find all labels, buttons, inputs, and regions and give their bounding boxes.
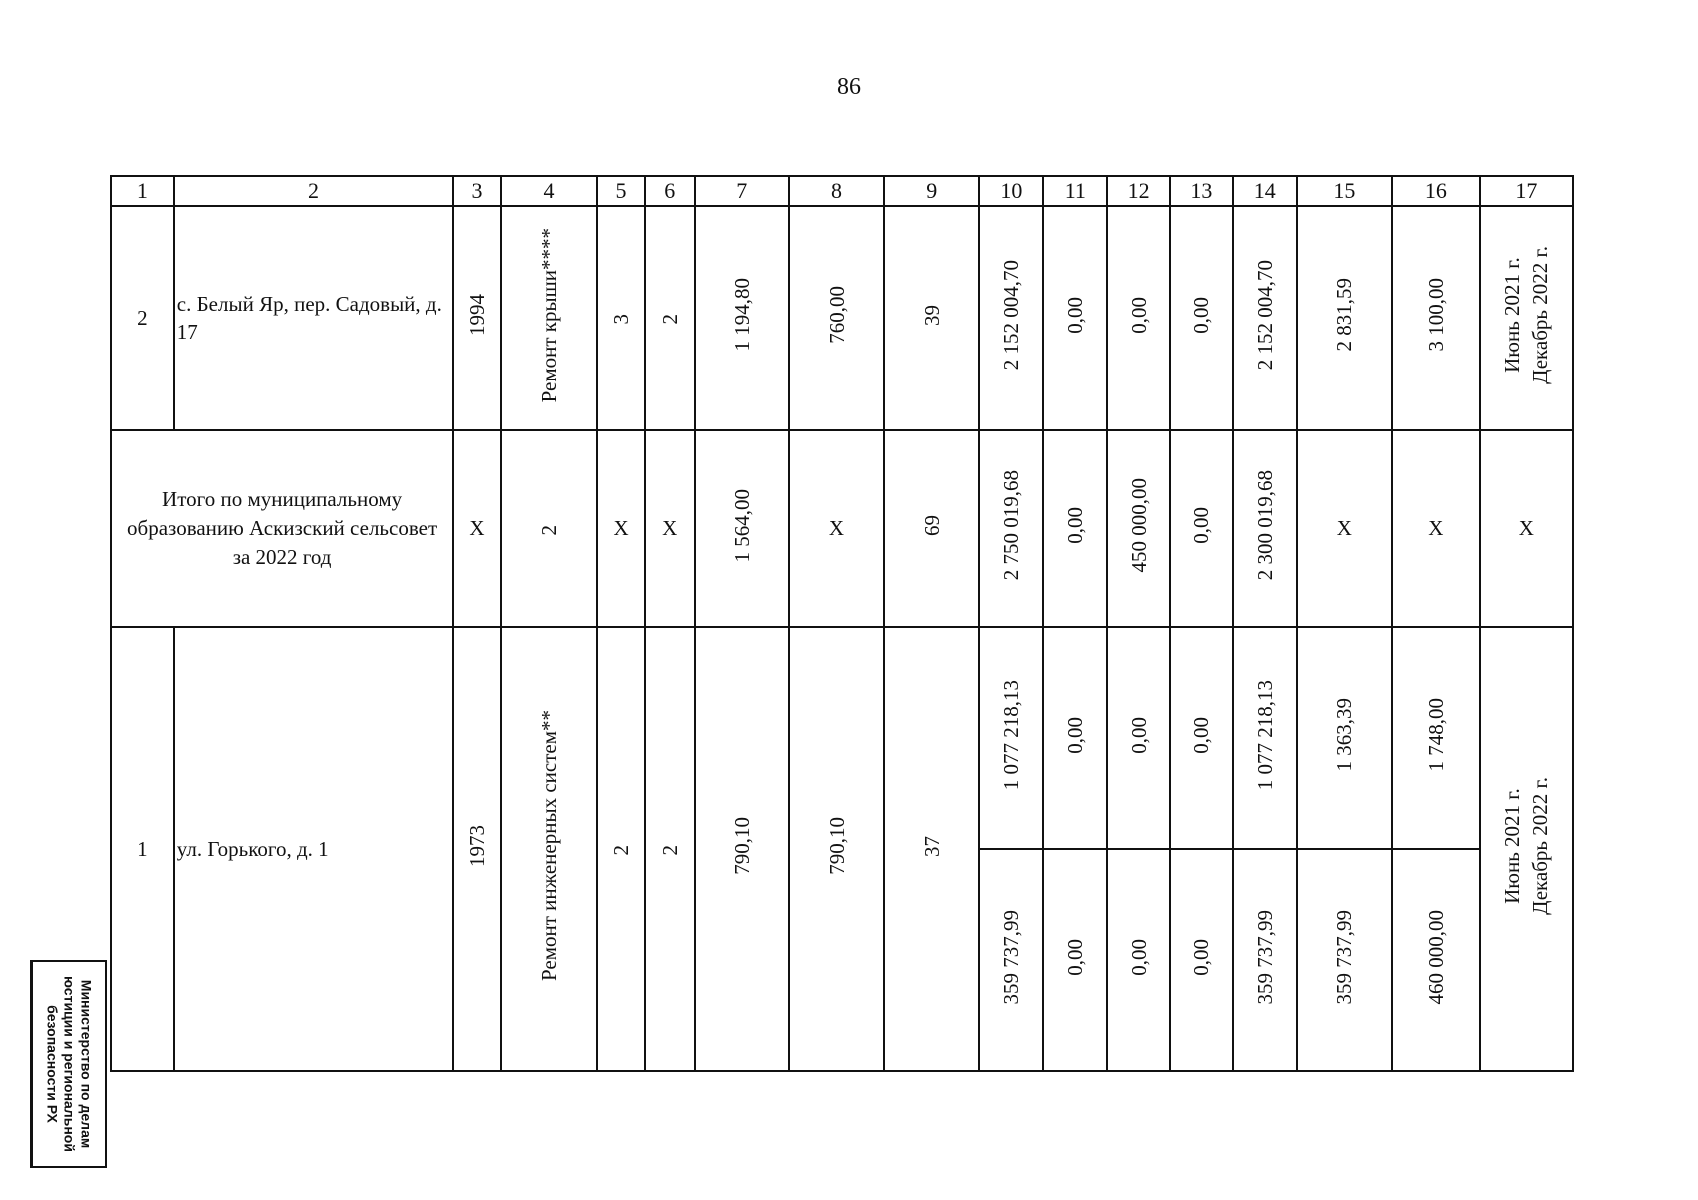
value-12: 0,00: [1126, 938, 1151, 976]
value-13: 0,00: [1189, 507, 1214, 544]
row-number: 1: [111, 627, 174, 1071]
cell-14: [1233, 430, 1297, 627]
period-value: Июнь 2021 г. Декабрь 2022 г.: [1500, 777, 1553, 915]
cell-14: [1233, 206, 1297, 430]
cell-12: [1107, 627, 1170, 849]
address-cell: с. Белый Яр, пер. Садовый, д. 17: [174, 206, 453, 430]
col-header: 1: [111, 176, 174, 206]
ministry-stamp: [30, 960, 107, 1168]
address-cell: ул. Горького, д. 1: [174, 627, 453, 1071]
cell-11: [1043, 627, 1107, 849]
col-header: 10: [979, 176, 1043, 206]
total-row: [111, 430, 1573, 627]
work-type-value: Ремонт инженерных систем**: [537, 710, 562, 982]
col-header: 5: [597, 176, 645, 206]
cell-8: Х: [789, 430, 884, 627]
year-cell: [453, 627, 501, 1071]
cell-6: [645, 627, 695, 1071]
value-14: 1 077 218,13: [1252, 679, 1277, 791]
value-8: 760,00: [824, 286, 849, 344]
value-12: 0,00: [1126, 296, 1151, 334]
cell-7: [695, 430, 789, 627]
value-7: 790,10: [729, 817, 754, 875]
col-header: 13: [1170, 176, 1233, 206]
col-header: 17: [1480, 176, 1573, 206]
value-11: 0,00: [1063, 716, 1088, 754]
value-11: 0,00: [1063, 296, 1088, 334]
work-type-cell: [501, 627, 597, 1071]
year-value: 1973: [465, 825, 489, 867]
stamp-text: Министерство по делам юстиции и региональной безопасности РХ: [44, 976, 95, 1152]
value-14: 2 152 004,70: [1252, 259, 1277, 371]
value-13: 0,00: [1189, 716, 1214, 754]
cell-14: [1233, 627, 1297, 849]
cell-11: [1043, 206, 1107, 430]
value-5: 3: [609, 314, 634, 325]
value-14: 359 737,99: [1252, 909, 1277, 1005]
value-15: 1 363,39: [1332, 698, 1357, 772]
cell-15: [1297, 849, 1392, 1071]
value-7: 1 564,00: [729, 488, 754, 563]
row-number: 2: [111, 206, 174, 430]
col-header: 9: [884, 176, 979, 206]
value-10: 359 737,99: [999, 909, 1024, 1005]
cell-10: [979, 627, 1043, 849]
cell-7: [695, 206, 789, 430]
value-15: 2 831,59: [1332, 278, 1357, 352]
cell-15: [1297, 206, 1392, 430]
value-12: 450 000,00: [1126, 478, 1151, 573]
cell-8: [789, 206, 884, 430]
cell-10: [979, 206, 1043, 430]
column-number-row: [111, 176, 1573, 206]
period-value: Июнь 2021 г. Декабрь 2022 г.: [1500, 246, 1553, 384]
value-14: 2 300 019,68: [1252, 470, 1277, 581]
repair-program-table: [110, 175, 1574, 1072]
col-header: 6: [645, 176, 695, 206]
col-header: 7: [695, 176, 789, 206]
period-cell: [1480, 206, 1573, 430]
value-10: 1 077 218,13: [999, 679, 1024, 791]
year-value: 1994: [465, 294, 489, 336]
cell-16: Х: [1392, 430, 1480, 627]
col-header: 15: [1297, 176, 1392, 206]
value-10: 2 750 019,68: [999, 470, 1024, 581]
table-row: [111, 627, 1573, 849]
cell-4: [501, 430, 597, 627]
cell-9: [884, 206, 979, 430]
cell-11: [1043, 430, 1107, 627]
cell-5: [597, 206, 645, 430]
cell-10: [979, 849, 1043, 1071]
cell-13: [1170, 206, 1233, 430]
col-header: 14: [1233, 176, 1297, 206]
cell-12: [1107, 430, 1170, 627]
cell-12: [1107, 206, 1170, 430]
cell-13: [1170, 627, 1233, 849]
value-12: 0,00: [1126, 716, 1151, 754]
cell-16: [1392, 849, 1480, 1071]
value-9: 69: [919, 515, 944, 536]
value-16: 3 100,00: [1423, 278, 1448, 352]
cell-16: [1392, 627, 1480, 849]
page-number: 86: [837, 74, 861, 100]
cell-13: [1170, 430, 1233, 627]
cell-6: [645, 206, 695, 430]
value-4: 2: [537, 524, 562, 535]
value-6: 2: [657, 845, 682, 856]
col-header: 12: [1107, 176, 1170, 206]
col-header: 11: [1043, 176, 1107, 206]
year-cell: [453, 206, 501, 430]
cell-8: [789, 627, 884, 1071]
col-header: 2: [174, 176, 453, 206]
work-type-cell: [501, 206, 597, 430]
value-9: 37: [919, 835, 944, 857]
cell-15: Х: [1297, 430, 1392, 627]
cell-14: [1233, 849, 1297, 1071]
cell-7: [695, 627, 789, 1071]
cell-15: [1297, 627, 1392, 849]
cell-10: [979, 430, 1043, 627]
col-header: 16: [1392, 176, 1480, 206]
value-15: 359 737,99: [1332, 909, 1357, 1005]
cell-5: [597, 627, 645, 1071]
total-label: Итого по муниципальному образованию Аскизский сельсовет за 2022 год: [111, 430, 453, 627]
value-13: 0,00: [1189, 938, 1214, 976]
cell-13: [1170, 849, 1233, 1071]
col-header: 8: [789, 176, 884, 206]
cell-16: [1392, 206, 1480, 430]
value-8: 790,10: [824, 817, 849, 875]
period-cell: [1480, 627, 1573, 1071]
value-11: 0,00: [1063, 507, 1088, 544]
cell-3: Х: [453, 430, 501, 627]
value-16: 1 748,00: [1423, 698, 1448, 772]
value-10: 2 152 004,70: [999, 259, 1024, 371]
value-9: 39: [919, 304, 944, 326]
cell-9: [884, 430, 979, 627]
value-6: 2: [657, 314, 682, 325]
cell-17: Х: [1480, 430, 1573, 627]
cell-12: [1107, 849, 1170, 1071]
value-16: 460 000,00: [1423, 909, 1448, 1005]
cell-11: [1043, 849, 1107, 1071]
col-header: 3: [453, 176, 501, 206]
table-row: [111, 206, 1573, 430]
value-5: 2: [609, 845, 634, 856]
value-7: 1 194,80: [729, 278, 754, 352]
value-13: 0,00: [1189, 296, 1214, 334]
work-type-value: Ремонт крыши****: [537, 227, 562, 403]
value-11: 0,00: [1063, 938, 1088, 976]
cell-6: Х: [645, 430, 695, 627]
cell-5: Х: [597, 430, 645, 627]
col-header: 4: [501, 176, 597, 206]
cell-9: [884, 627, 979, 1071]
